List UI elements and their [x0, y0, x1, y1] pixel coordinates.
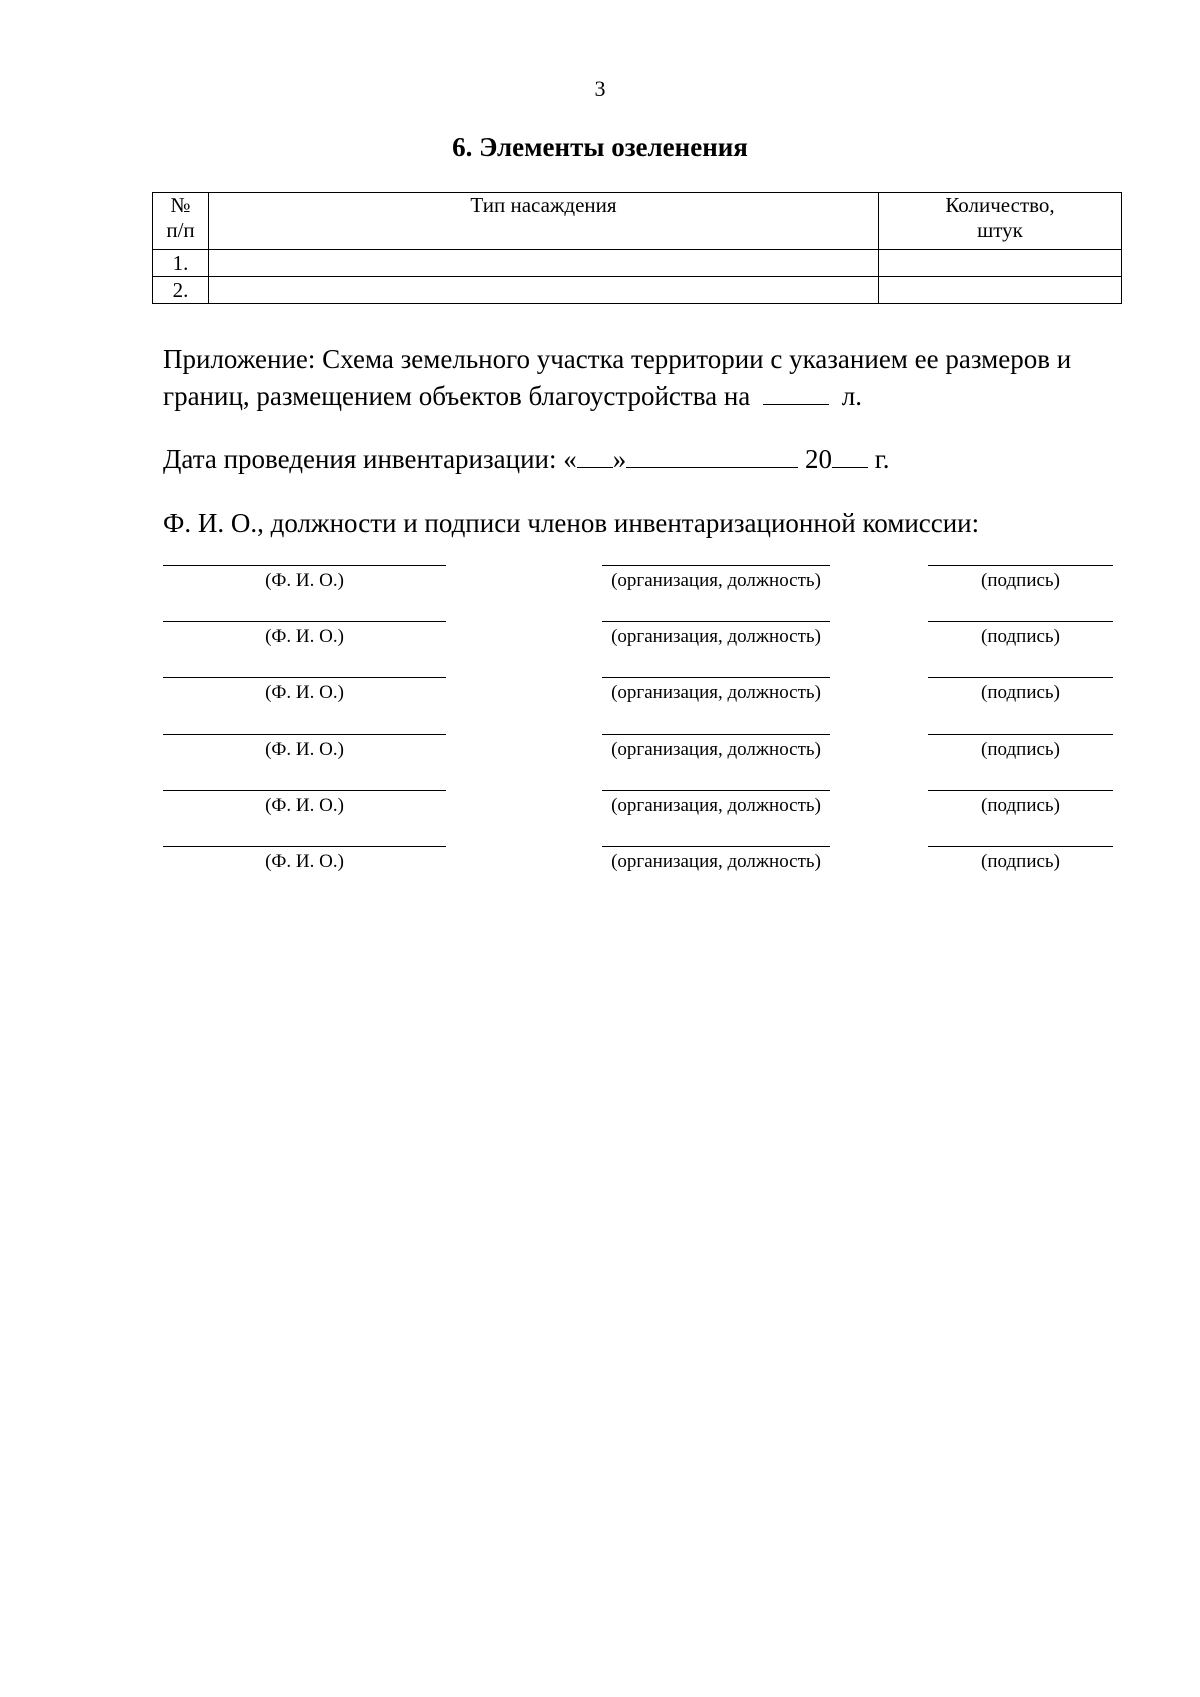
org-signature-line[interactable]	[602, 790, 830, 791]
fio-signature-line[interactable]	[163, 677, 446, 678]
date-year-blank[interactable]	[832, 466, 868, 468]
table-header-row	[153, 193, 1122, 250]
col-qty-header	[879, 193, 1122, 250]
org-signature-line[interactable]	[602, 734, 830, 735]
section-title: 6. Элементы озеленения	[452, 132, 748, 162]
inventory-date-year-prefix: 20	[805, 444, 833, 474]
inventory-date-year-suffix: г.	[874, 444, 890, 474]
fio-caption: (Ф. И. О.)	[265, 795, 344, 816]
col-qty-header-line1: Количество,	[945, 193, 1055, 217]
org-signature-line[interactable]	[602, 677, 830, 678]
row-type-cell[interactable]	[209, 250, 879, 277]
fio-signature-line[interactable]	[163, 846, 446, 847]
org-caption: (организация, должность)	[611, 570, 821, 591]
sign-signature-line[interactable]	[928, 677, 1113, 678]
sign-signature-line[interactable]	[928, 565, 1113, 566]
page-number: 3	[594, 76, 606, 101]
inventory-date-label: Дата проведения инвентаризации: «	[163, 444, 577, 474]
sign-caption: (подпись)	[981, 851, 1060, 872]
org-caption: (организация, должность)	[611, 851, 821, 872]
col-type-header: Тип насаждения	[209, 193, 879, 250]
row-num: 1.	[153, 250, 209, 277]
fio-caption: (Ф. И. О.)	[265, 851, 344, 872]
fio-signature-line[interactable]	[163, 790, 446, 791]
row-qty-cell[interactable]	[879, 277, 1122, 304]
org-caption: (организация, должность)	[611, 682, 821, 703]
row-num: 2.	[153, 277, 209, 304]
appendix-line2-text: границ, размещением объектов благоустройства на	[163, 381, 751, 411]
sign-signature-line[interactable]	[928, 734, 1113, 735]
org-caption: (организация, должность)	[611, 795, 821, 816]
fio-caption: (Ф. И. О.)	[265, 570, 344, 591]
table-row	[153, 277, 1122, 304]
org-signature-line[interactable]	[602, 565, 830, 566]
fio-signature-line[interactable]	[163, 565, 446, 566]
org-signature-line[interactable]	[602, 621, 830, 622]
sign-caption: (подпись)	[981, 682, 1060, 703]
sign-caption: (подпись)	[981, 570, 1060, 591]
appendix-paragraph	[163, 341, 1123, 415]
fio-caption: (Ф. И. О.)	[265, 739, 344, 760]
org-signature-line[interactable]	[602, 846, 830, 847]
appendix-line2	[163, 378, 1123, 415]
fio-caption: (Ф. И. О.)	[265, 626, 344, 647]
appendix-line1: Приложение: Схема земельного участка территории с указанием ее размеров и	[163, 344, 1072, 374]
appendix-sheets-unit: л.	[841, 381, 862, 411]
col-num-header	[153, 193, 209, 250]
sheets-count-blank[interactable]	[763, 403, 829, 405]
org-caption: (организация, должность)	[611, 739, 821, 760]
fio-signature-line[interactable]	[163, 621, 446, 622]
row-type-cell[interactable]	[209, 277, 879, 304]
date-month-blank[interactable]	[626, 466, 798, 468]
sign-caption: (подпись)	[981, 739, 1060, 760]
row-qty-cell[interactable]	[879, 250, 1122, 277]
col-num-header-line2: п/п	[166, 218, 195, 242]
col-qty-header-line2: штук	[977, 218, 1023, 242]
greenery-table	[152, 192, 1122, 304]
inventory-date-quote-close: »	[612, 444, 627, 474]
sign-signature-line[interactable]	[928, 846, 1113, 847]
sign-signature-line[interactable]	[928, 621, 1113, 622]
col-num-header-line1: №	[170, 193, 191, 217]
org-caption: (организация, должность)	[611, 626, 821, 647]
fio-signature-line[interactable]	[163, 734, 446, 735]
inventory-date-line	[163, 441, 890, 478]
date-day-blank[interactable]	[577, 466, 613, 468]
sign-caption: (подпись)	[981, 795, 1060, 816]
table-row	[153, 250, 1122, 277]
sign-caption: (подпись)	[981, 626, 1060, 647]
sign-signature-line[interactable]	[928, 790, 1113, 791]
fio-caption: (Ф. И. О.)	[265, 682, 344, 703]
commission-heading: Ф. И. О., должности и подписи членов инвентаризационной комиссии:	[163, 508, 980, 538]
